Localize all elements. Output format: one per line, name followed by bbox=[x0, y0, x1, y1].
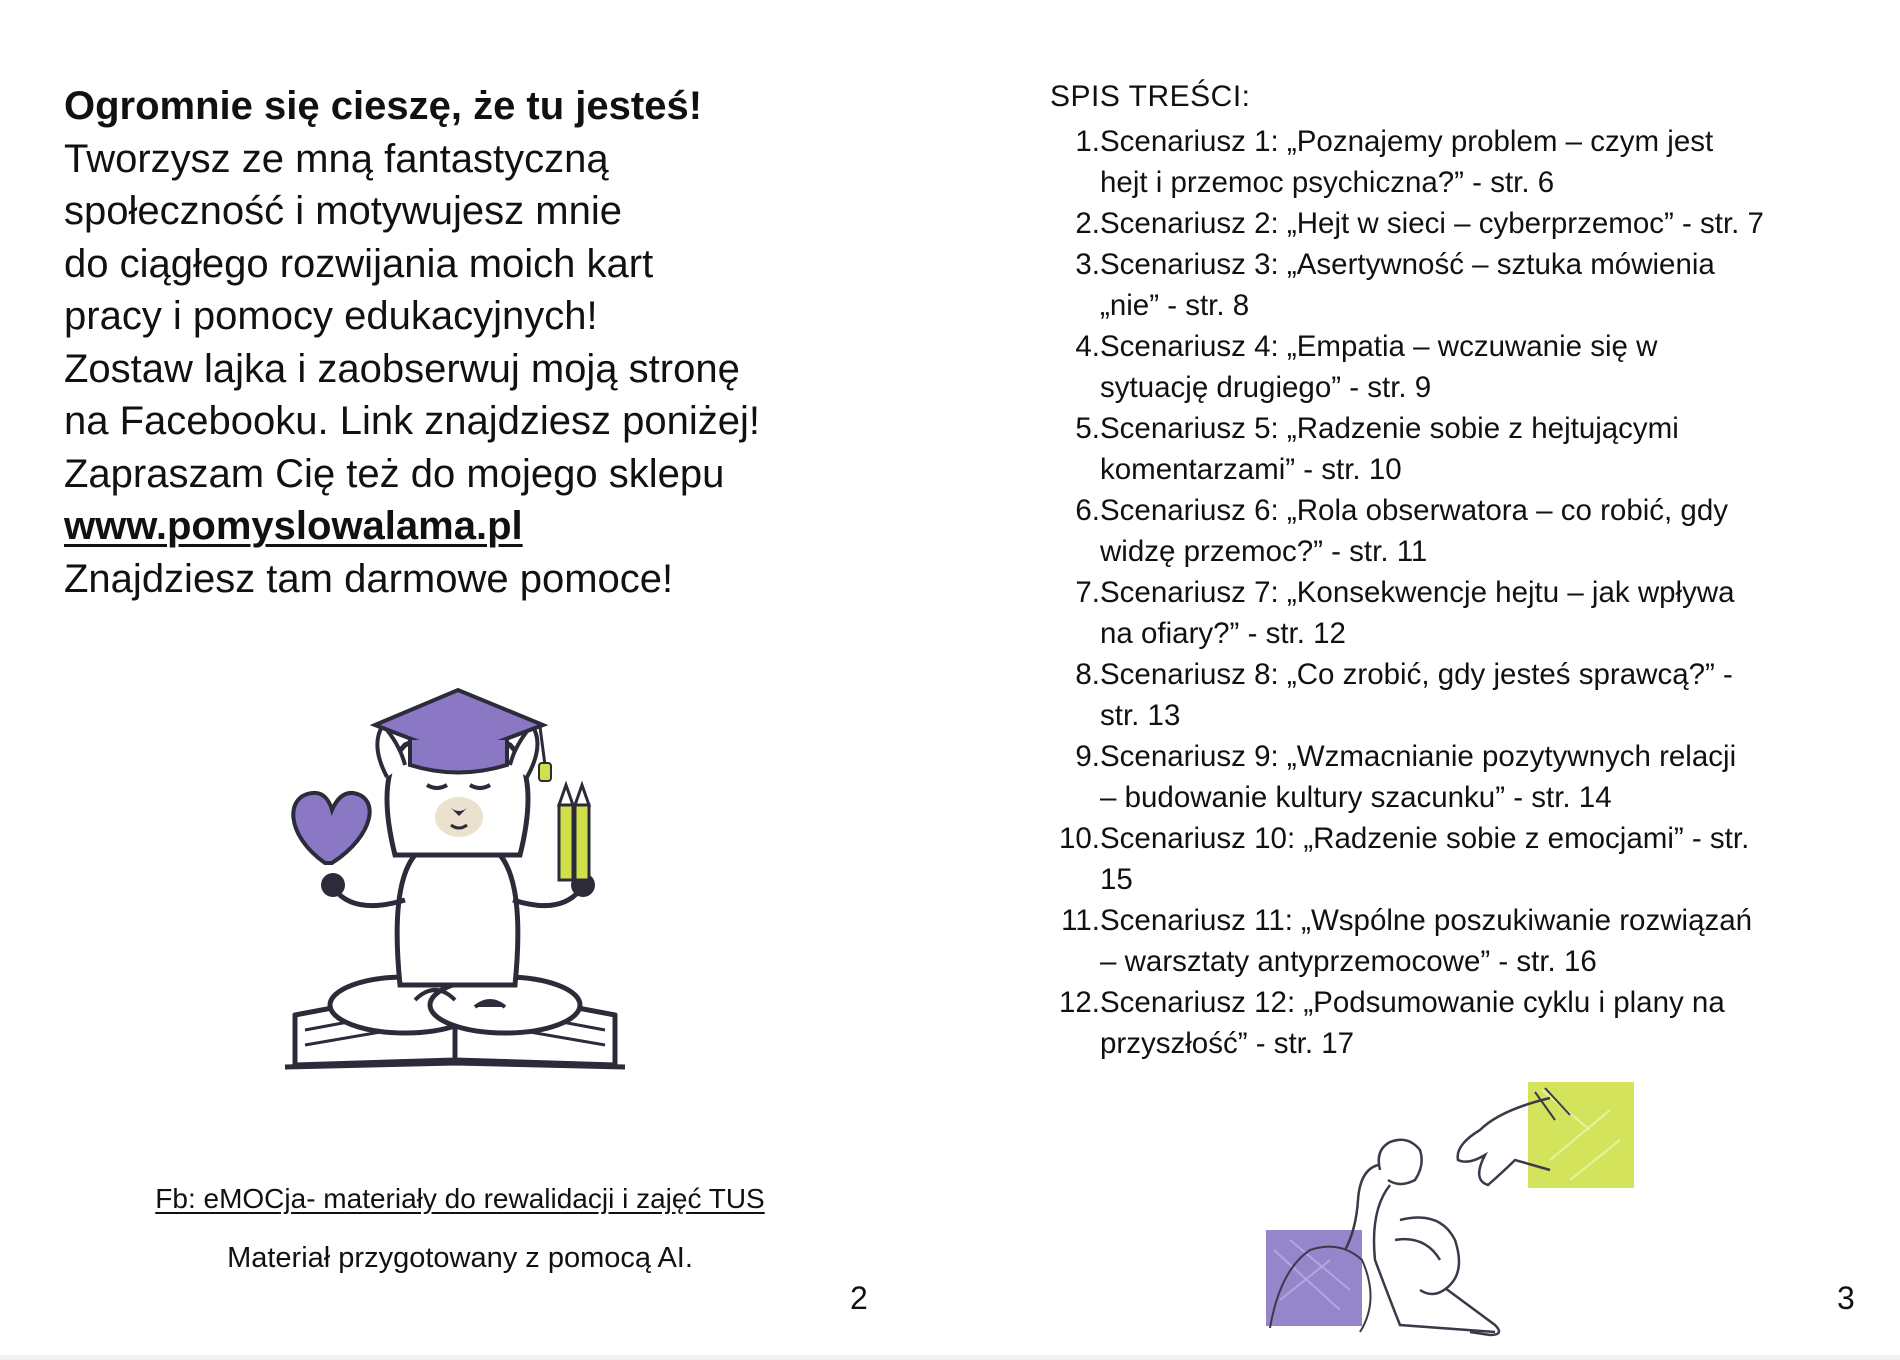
intro-text bbox=[64, 80, 824, 605]
toc-item-title: Scenariusz 2: „Hejt w sieci – cyberprzemoc” - str. 7 bbox=[1100, 207, 1764, 240]
toc-item-title: Scenariusz 12: „Podsumowanie cyklu i plany na bbox=[1100, 986, 1725, 1019]
toc-item-title: Scenariusz 9: „Wzmacnianie pozytywnych relacji bbox=[1100, 740, 1737, 773]
toc-item-title-continued: przyszłość” - str. 17 bbox=[1100, 1027, 1355, 1060]
page-number: 3 bbox=[1837, 1280, 1855, 1316]
toc-item-number: 2. bbox=[1075, 207, 1100, 240]
toc-item-title: Scenariusz 11: „Wspólne poszukiwanie rozwiązań bbox=[1100, 904, 1753, 937]
toc-item-number: 5. bbox=[1075, 412, 1100, 445]
intro-line: Tworzysz ze mną fantastyczną bbox=[64, 136, 609, 181]
toc-item-number: 6. bbox=[1075, 494, 1100, 527]
toc-item-number: 1. bbox=[1075, 125, 1100, 158]
toc-item-number: 12. bbox=[1058, 986, 1100, 1019]
toc-item bbox=[1050, 326, 1830, 408]
page-right bbox=[950, 0, 1900, 1355]
intro-line: pracy i pomocy edukacyjnych! bbox=[64, 294, 598, 338]
toc-item-number: 4. bbox=[1075, 330, 1100, 363]
toc-item-title-continued: str. 13 bbox=[1100, 699, 1181, 732]
toc-item-title: Scenariusz 5: „Radzenie sobie z hejtującymi bbox=[1100, 412, 1679, 445]
toc-item-title-continued: 15 bbox=[1100, 863, 1133, 896]
intro-line: Zostaw lajka i zaobserwuj moją stronę bbox=[64, 346, 740, 391]
toc-item-title: Scenariusz 10: „Radzenie sobie z emocjami” - str. bbox=[1100, 822, 1750, 855]
toc-item-title-continued: – warsztaty antyprzemocowe” - str. 16 bbox=[1100, 945, 1597, 978]
toc-item-title-continued: na ofiary?” - str. 12 bbox=[1100, 617, 1346, 650]
toc-item-title-continued: widzę przemoc?” - str. 11 bbox=[1100, 535, 1428, 568]
toc-item-number: 9. bbox=[1075, 740, 1100, 773]
intro-line: społeczność i motywujesz mnie bbox=[64, 189, 622, 233]
llama-graduate-reading-icon bbox=[275, 685, 645, 1085]
facebook-link[interactable]: Fb: eMOCja- materiały do rewalidacji i zajęć TUS bbox=[155, 1183, 765, 1214]
toc-item-number: 10. bbox=[1058, 822, 1100, 855]
toc-item-title-continued: „nie” - str. 8 bbox=[1100, 289, 1250, 322]
toc-item-title: Scenariusz 3: „Asertywność – sztuka mówienia bbox=[1100, 248, 1715, 281]
toc-item bbox=[1050, 203, 1830, 244]
shop-link[interactable]: www.pomyslowalama.pl bbox=[64, 504, 523, 548]
toc-item bbox=[1050, 244, 1830, 326]
toc-item-number: 8. bbox=[1075, 658, 1100, 691]
toc-item-title-continued: hejt i przemoc psychiczna?” - str. 6 bbox=[1100, 166, 1555, 199]
toc-item-title-continued: sytuację drugiego” - str. 9 bbox=[1100, 371, 1432, 404]
toc-item-title: Scenariusz 4: „Empatia – wczuwanie się w bbox=[1100, 330, 1658, 363]
page-left bbox=[0, 0, 950, 1355]
toc-item-title: Scenariusz 8: „Co zrobić, gdy jesteś sprawcą?” - bbox=[1100, 658, 1733, 691]
intro-closing: Znajdziesz tam darmowe pomoce! bbox=[64, 556, 674, 601]
toc-item bbox=[1050, 982, 1830, 1064]
toc-item-number: 11. bbox=[1061, 904, 1100, 937]
toc-item-title-continued: komentarzami” - str. 10 bbox=[1100, 453, 1402, 486]
toc-item bbox=[1050, 818, 1830, 900]
toc-item-title: Scenariusz 1: „Poznajemy problem – czym jest bbox=[1100, 125, 1714, 158]
sitting-person-helping-hand-icon bbox=[1250, 1070, 1650, 1350]
table-of-contents bbox=[1050, 121, 1830, 1064]
intro-line: na Facebooku. Link znajdziesz poniżej! bbox=[64, 399, 760, 443]
toc-item-number: 3. bbox=[1075, 248, 1100, 281]
toc-item bbox=[1050, 654, 1830, 736]
toc-item bbox=[1050, 121, 1830, 203]
toc-item-title-continued: – budowanie kultury szacunku” - str. 14 bbox=[1100, 781, 1612, 814]
intro-line: Zapraszam Cię też do mojego sklepu bbox=[64, 451, 725, 496]
toc-item bbox=[1050, 736, 1830, 818]
page-number: 2 bbox=[850, 1280, 868, 1316]
toc-title: SPIS TREŚCI: bbox=[1050, 80, 1251, 113]
toc-item-title: Scenariusz 6: „Rola obserwatora – co robić, gdy bbox=[1100, 494, 1728, 527]
toc-item-number: 7. bbox=[1075, 576, 1100, 609]
toc-item bbox=[1050, 408, 1830, 490]
toc-item bbox=[1050, 572, 1830, 654]
toc-item bbox=[1050, 490, 1830, 572]
toc-item bbox=[1050, 900, 1830, 982]
ai-note: Materiał przygotowany z pomocą AI. bbox=[227, 1242, 693, 1274]
intro-heading: Ogromnie się cieszę, że tu jesteś! bbox=[64, 84, 703, 128]
intro-line: do ciągłego rozwijania moich kart bbox=[64, 241, 654, 286]
toc-item-title: Scenariusz 7: „Konsekwencje hejtu – jak wpływa bbox=[1100, 576, 1735, 609]
